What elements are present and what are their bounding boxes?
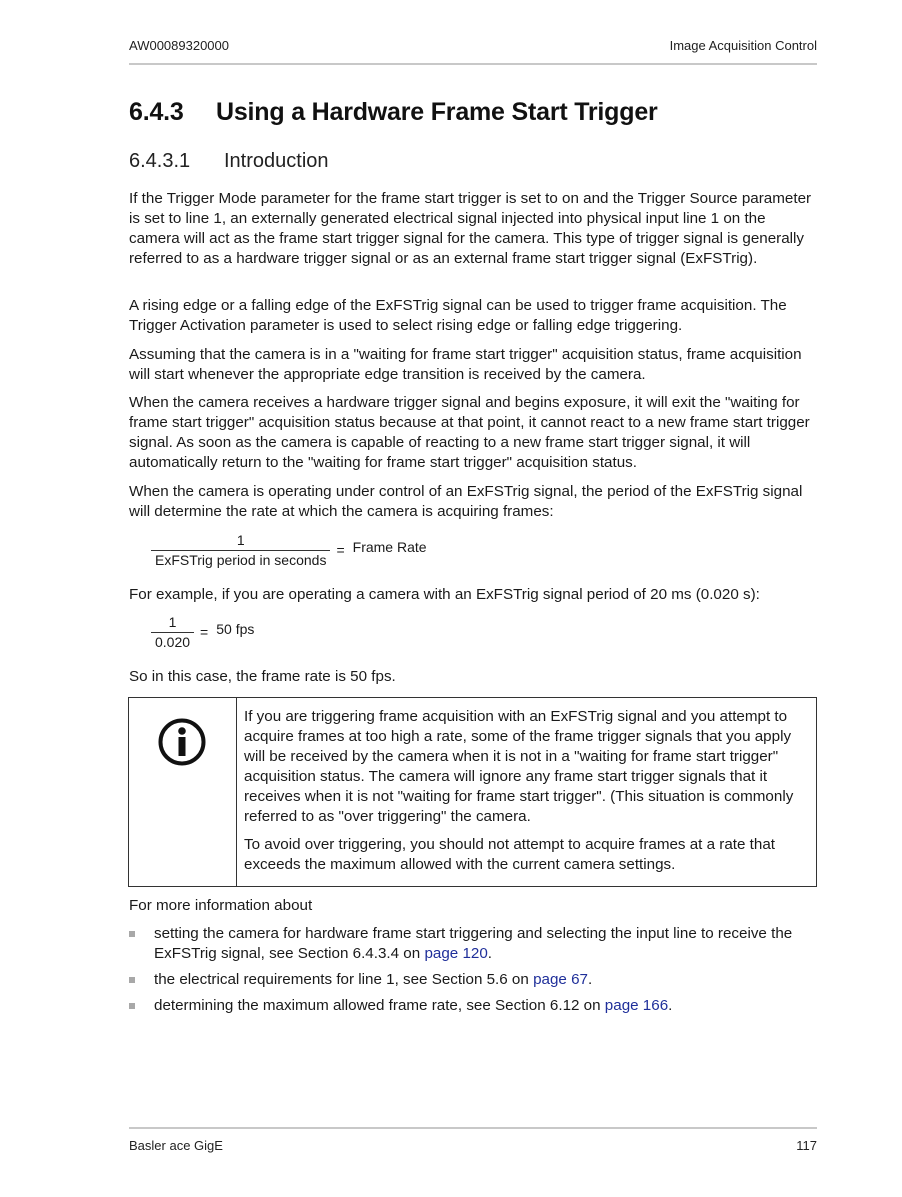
fraction <box>153 614 192 651</box>
fraction-denominator: ExFSTrig period in seconds <box>155 552 327 568</box>
list-item-text: determining the maximum allowed frame rate, see Section 6.12 on <box>154 997 605 1014</box>
product-name: Basler ace GigE <box>129 1138 223 1153</box>
more-info-list <box>129 924 819 1022</box>
list-item <box>129 996 819 1016</box>
formula-result: Frame Rate <box>352 538 427 555</box>
paragraph-exposure: When the camera receives a hardware trigger signal and begins exposure, it will exit the "waiting for frame start trigger" acquisition status because at that point, it cannot react to a new frame start trigger signal. As soon as the camera is capable of reacting to a new frame start trigger signal, it will automatically return to the "waiting for frame start trigger" acquisition status. <box>129 394 810 471</box>
formula-example <box>153 614 254 651</box>
document-id: AW00089320000 <box>129 38 229 53</box>
fraction-numerator: 1 <box>151 532 330 551</box>
page-link[interactable]: page 120 <box>424 945 488 962</box>
paragraph-result: So in this case, the frame rate is 50 fps. <box>129 668 396 685</box>
list-item-suffix: . <box>668 997 673 1014</box>
list-item-text: setting the camera for hardware frame start triggering and selecting the input line to receive the ExFSTrig signal, see Section 6.4.3.4 on <box>154 925 793 962</box>
equals-sign: = <box>200 623 209 640</box>
square-bullet-icon <box>129 977 135 983</box>
equals-sign: = <box>336 541 345 558</box>
section-heading <box>129 98 658 127</box>
section-title: Using a Hardware Frame Start Trigger <box>216 98 658 126</box>
page-number: 117 <box>796 1138 817 1153</box>
note-paragraph-over-triggering: If you are triggering frame acquisition with an ExFSTrig signal and you attempt to acquire frames at too high a rate, some of the frame trigger signals that you apply will be received by the camera when it is not in a "waiting for frame start trigger" acquisition status. The camera will ignore any frame start trigger signals that it receives when it is not "waiting for frame start trigger". (This situation is commonly referred to as "over triggering" the camera. <box>244 708 794 825</box>
square-bullet-icon <box>129 1003 135 1009</box>
list-item <box>129 924 819 964</box>
paragraph-period: When the camera is operating under control of an ExFSTrig signal, the period of the ExFSTrig signal will determine the rate at which the camera is acquiring frames: <box>129 483 803 520</box>
page-link[interactable]: page 166 <box>604 997 669 1014</box>
paragraph-edge: A rising edge or a falling edge of the ExFSTrig signal can be used to trigger frame acquisition. The Trigger Activation parameter is used to select rising edge or falling edge triggering. <box>129 297 787 334</box>
page-link[interactable]: page 67 <box>533 971 588 988</box>
chapter-title: Image Acquisition Control <box>669 38 817 53</box>
fraction <box>153 532 328 569</box>
note-text <box>237 698 816 886</box>
more-info-intro: For more information about <box>129 897 313 914</box>
fraction-denominator: 0.020 <box>155 634 191 650</box>
subsection-title: Introduction <box>224 150 329 172</box>
subsection-heading <box>129 150 329 173</box>
info-circle-icon <box>157 717 207 767</box>
list-item <box>129 970 819 990</box>
footer-divider <box>129 1127 817 1129</box>
section-number: 6.4.3 <box>129 98 184 126</box>
header-divider <box>129 63 817 65</box>
list-item-suffix: . <box>587 971 593 988</box>
info-note-box <box>128 697 817 887</box>
formula-frame-rate <box>153 532 427 569</box>
paragraph-waiting-status: Assuming that the camera is in a "waiting for frame start trigger" acquisition status, frame acquisition will start whenever the appropriate edge transition is received by the camera. <box>129 346 802 383</box>
running-header <box>129 38 817 53</box>
note-paragraph-avoid: To avoid over triggering, you should not attempt to acquire frames at a rate that exceeds the maximum allowed with the current camera settings. <box>244 836 776 873</box>
note-icon-cell <box>129 698 237 886</box>
fraction-numerator: 1 <box>151 614 194 633</box>
running-footer <box>129 1138 817 1153</box>
paragraph-example: For example, if you are operating a camera with an ExFSTrig signal period of 20 ms (0.020 s): <box>129 586 760 603</box>
formula-result: 50 fps <box>216 620 255 637</box>
list-item-text: the electrical requirements for line 1, see Section 5.6 on <box>154 971 534 988</box>
list-item-suffix: . <box>487 945 493 962</box>
paragraph-intro: If the Trigger Mode parameter for the frame start trigger is set to on and the Trigger Source parameter is set to line 1, an externally generated electrical signal injected into physical input line 1 on the camera will act as the frame start trigger signal for the camera. This type of trigger signal is generally referred to as a hardware trigger signal or as an external frame start trigger signal (ExFSTrig). <box>129 190 812 267</box>
subsection-number: 6.4.3.1 <box>129 150 191 172</box>
square-bullet-icon <box>129 931 135 937</box>
